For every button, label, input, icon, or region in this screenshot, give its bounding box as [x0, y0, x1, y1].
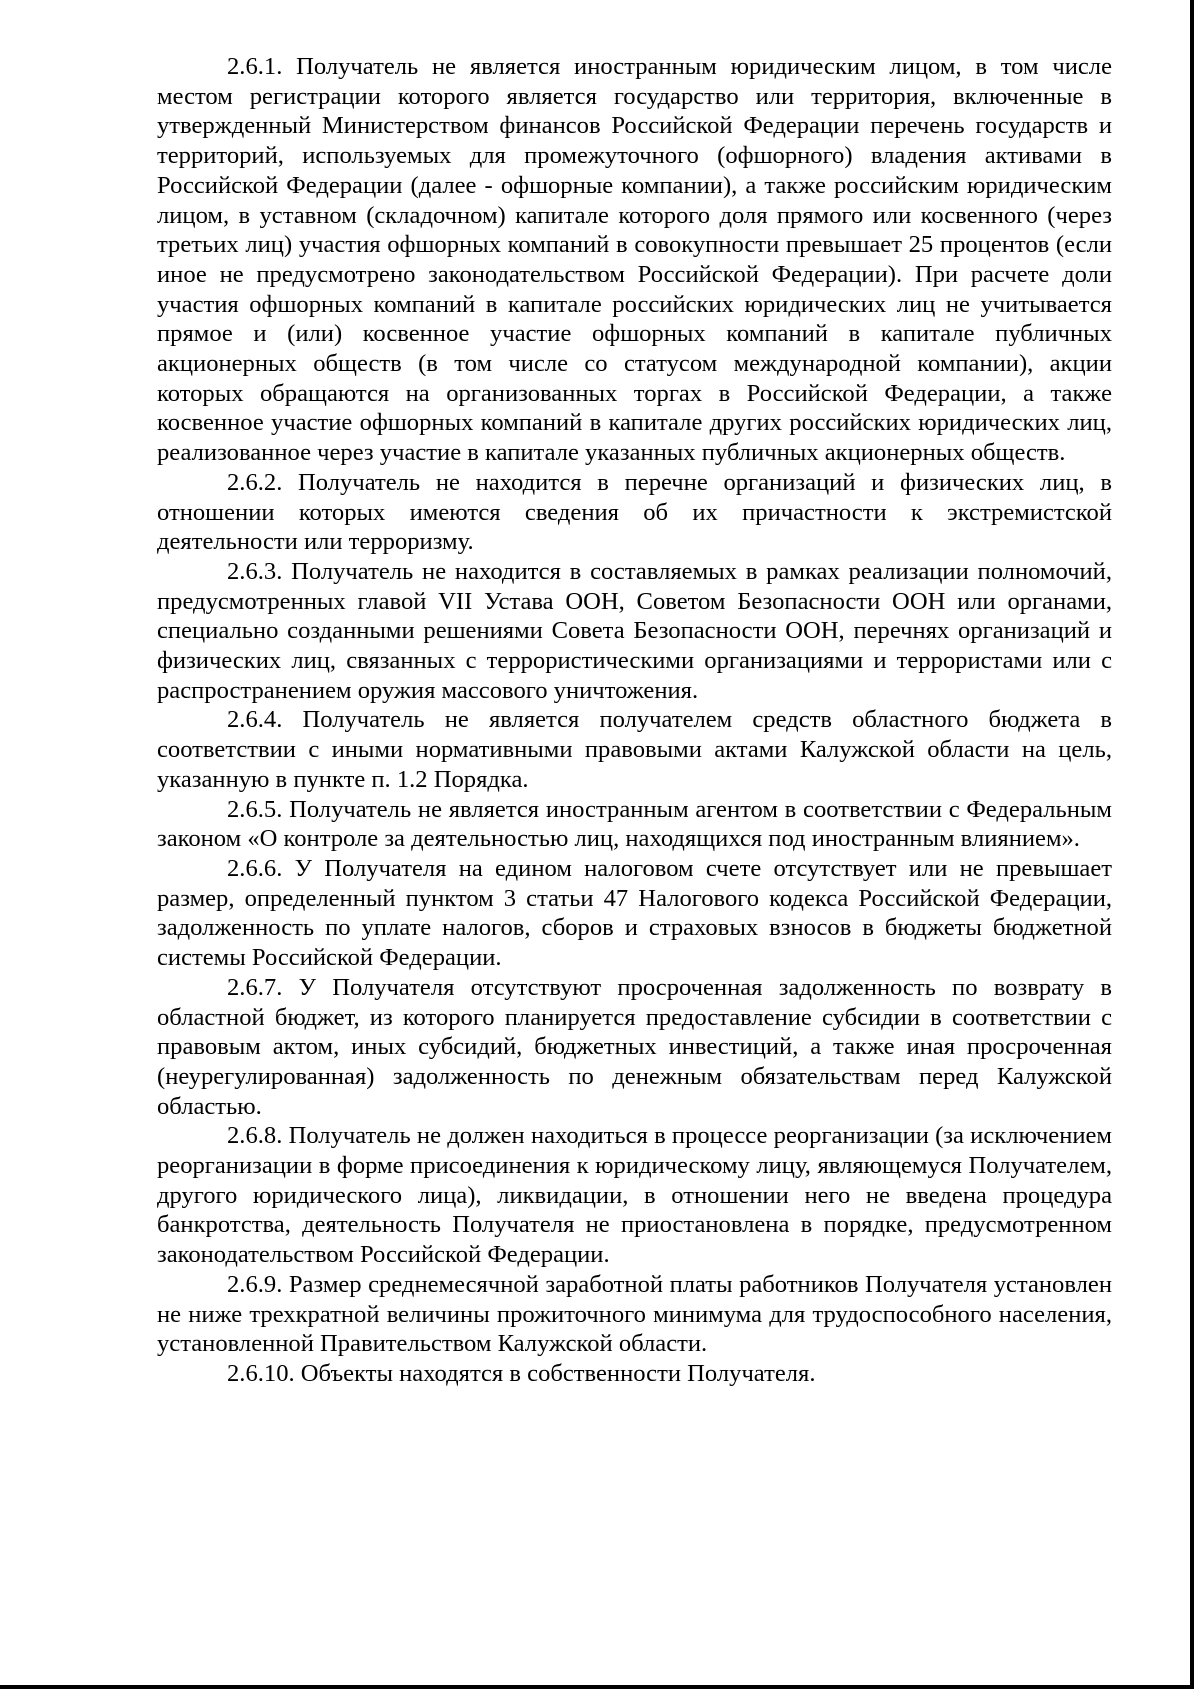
scan-border-bottom: [0, 1685, 1194, 1689]
clause-2-6-6: 2.6.6. У Получателя на едином налоговом счете отсутствует или не превышает размер, определенный пунктом 3 статьи 47 Налогового кодекса Российской Федерации, задолженность по уплате налогов, сборов и страховых взносов в бюджеты бюджетной системы Российской Федерации.: [157, 854, 1112, 972]
clause-2-6-10: 2.6.10. Объекты находятся в собственности Получателя.: [227, 1359, 816, 1387]
document-body: [157, 52, 1112, 1389]
clause-2-6-1: 2.6.1. Получатель не является иностранным юридическим лицом, в том числе местом регистрации которого является государство или территория, включенные в утвержденный Министерством финансов Российской Федерации перечень государств и территорий, используемых для промежуточного (офшорного) владения активами в Российской Федерации (далее - офшорные компании), а также российским юридическим лицом, в уставном (складочном) капитале которого доля прямого или косвенного (через третьих лиц) участия офшорных компаний в совокупности превышает 25 процентов (если иное не предусмотрено законодательством Российской Федерации). При расчете доли участия офшорных компаний в капитале российских юридических лиц не учитывается прямое и (или) косвенное участие офшорных компаний в капитале публичных акционерных обществ (в том числе со статусом международной компании), акции которых обращаются на организованных торгах в Российской Федерации, а также косвенное участие офшорных компаний в капитале других российских юридических лиц, реализованное через участие в капитале указанных публичных акционерных обществ.: [157, 53, 1112, 467]
clause-2-6-7: 2.6.7. У Получателя отсутствуют просроченная задолженность по возврату в областной бюджет, из которого планируется предоставление субсидии в соответствии с правовым актом, иных субсидий, бюджетных инвестиций, а также иная просроченная (неурегулированная) задолженность по денежным обязательствам перед Калужской областью.: [157, 973, 1112, 1120]
clause-2-6-5: 2.6.5. Получатель не является иностранным агентом в соответствии с Федеральным законом «О контроле за деятельностью лиц, находящихся под иностранным влиянием».: [157, 795, 1112, 853]
clause-2-6-4: 2.6.4. Получатель не является получателем средств областного бюджета в соответствии с иными нормативными правовыми актами Калужской области на цель, указанную в пункте п. 1.2 Порядка.: [157, 706, 1112, 793]
clause-2-6-8: 2.6.8. Получатель не должен находиться в процессе реорганизации (за исключением реорганизации в форме присоединения к юридическому лицу, являющемуся Получателем, другого юридического лица), ликвидации, в отношении него не введена процедура банкротства, деятельность Получателя не приостановлена в порядке, предусмотренном законодательством Российской Федерации.: [157, 1122, 1112, 1269]
clause-2-6-2: 2.6.2. Получатель не находится в перечне организаций и физических лиц, в отношении которых имеются сведения об их причастности к экстремистской деятельности или терроризму.: [157, 468, 1112, 556]
clause-2-6-3: 2.6.3. Получатель не находится в составляемых в рамках реализации полномочий, предусмотренных главой VII Устава ООН, Советом Безопасности ООН или органами, специально созданными решениями Совета Безопасности ООН, перечнях организаций и физических лиц, связанных с террористическими организациями и террористами или с распространением оружия массового уничтожения.: [157, 557, 1112, 704]
scan-border-right: [1190, 0, 1194, 1688]
clause-2-6-9: 2.6.9. Размер среднемесячной заработной платы работников Получателя установлен не ниже трехкратной величины прожиточного минимума для трудоспособного населения, установленной Правительством Калужской области.: [157, 1270, 1112, 1358]
